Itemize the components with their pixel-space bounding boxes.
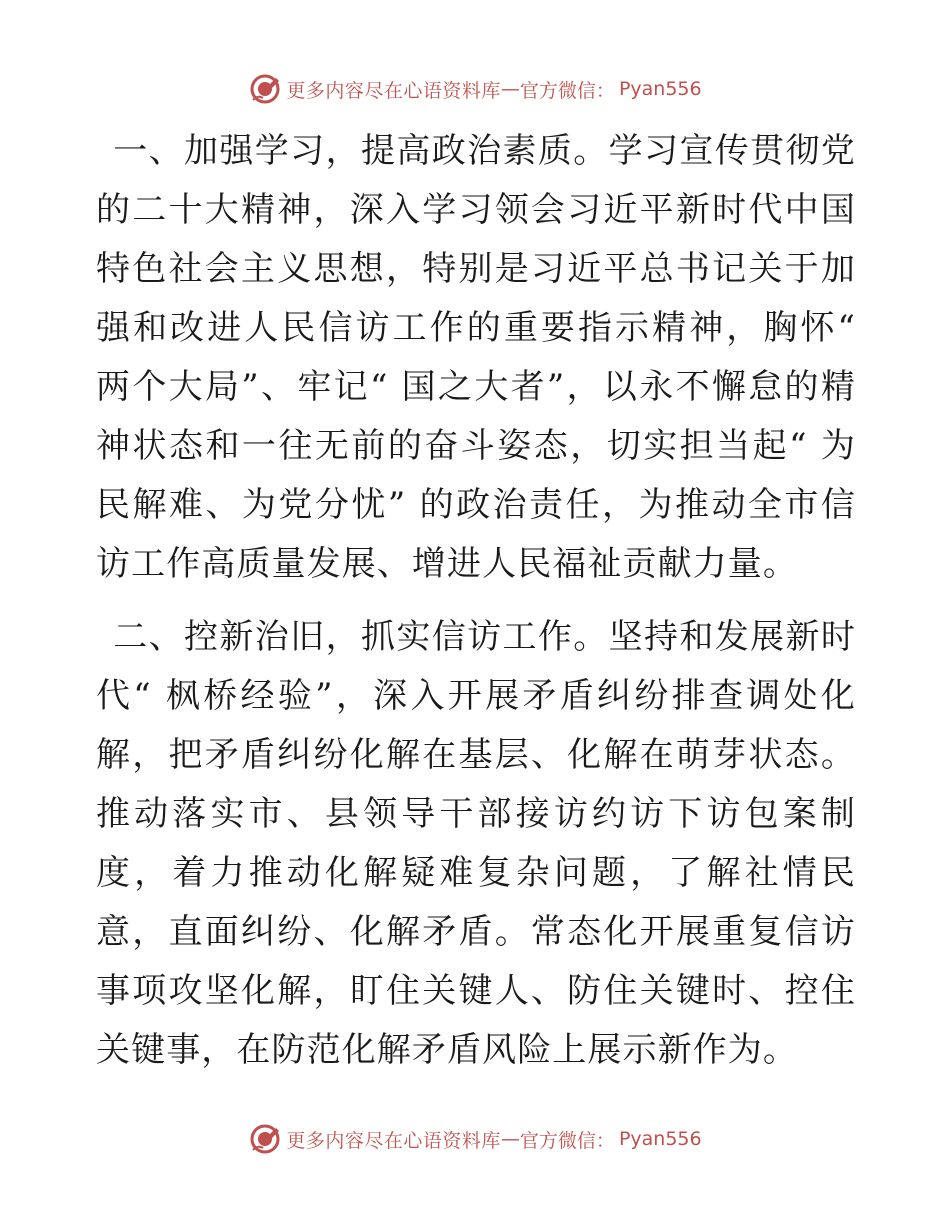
- header-watermark: [0, 72, 950, 106]
- red-circle-pen-logo-icon: [248, 1122, 282, 1156]
- footer-watermark: [0, 1122, 950, 1156]
- paragraph-2-text: 二、控新治旧，抓实信访工作。坚持和发展新时代“ 枫桥经验”，深入开展矛盾纠纷排查调处化解，把矛盾纠纷化解在基层、化解在萌芽状态。推动落实市、县领导干部接访约访下访包案制度，着力推动化解疑难复杂问题，了解社情民意，直面纠纷、化解矛盾。常态化开展重复信访事项攻坚化解，盯住关键人、防住关键时、控住关键事，在防范化解矛盾风险上展示新作为。: [96, 617, 856, 1070]
- paragraph-1-text: 一、加强学习，提高政治素质。学习宣传贯彻党的二十大精神，深入学习领会习近平新时代中国特色社会主义思想，特别是习近平总书记关于加强和改进人民信访工作的重要指示精神，胸怀“ 两个大局”、牢记“ 国之大者”，以永不懈怠的精神状态和一往无前的奋斗姿态，切实担当起“ 为民解难、为党分忧” 的政治责任，为推动全市信访工作高质量发展、增进人民福祉贡献力量。: [96, 131, 856, 584]
- watermark-dash: —: [500, 1128, 520, 1150]
- document-body: [96, 122, 856, 1080]
- watermark-text: 更多内容尽在心语资料库: [286, 79, 501, 102]
- watermark-text: 更多内容尽在心语资料库: [286, 1129, 501, 1152]
- red-circle-pen-logo-icon: [248, 72, 282, 106]
- watermark-dash: —: [500, 78, 520, 100]
- watermark-contact-label: 官方微信：: [519, 1129, 615, 1152]
- paragraph-1: [96, 122, 856, 594]
- paragraph-2: [96, 608, 856, 1080]
- watermark-contact-label: 官方微信：: [519, 79, 615, 102]
- watermark-contact-id: Pyan556: [618, 1128, 702, 1150]
- watermark-contact-id: Pyan556: [618, 78, 702, 100]
